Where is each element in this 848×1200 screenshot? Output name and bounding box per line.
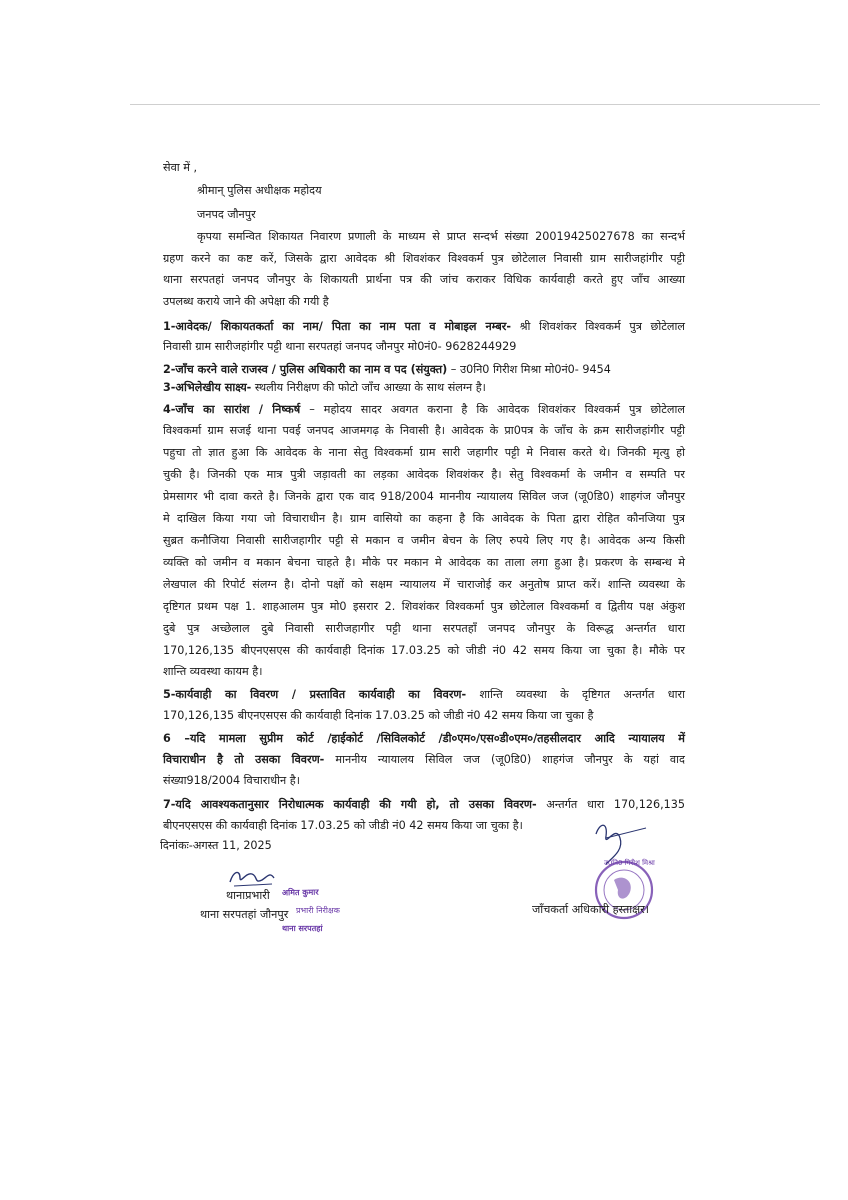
item7-value-line2: बीएनएसएस की कार्यवाही दिनांक 17.03.25 को जीडी नं0 42 समय किया जा चुका है।: [163, 819, 523, 832]
left-signatory-line1: थानाप्रभारी: [226, 889, 270, 902]
item4-line1: [163, 402, 685, 418]
right-stamp-text: उ0नि0 गिरीश मिश्रा: [604, 859, 655, 867]
item1-label: 1-आवेदक/ शिकायतकर्ता का नाम/ पिता का नाम पता व मोबाइल नम्बर-: [163, 320, 511, 333]
item6-value: माननीय न्यायालय सिविल जज (जू0डि0) शाहगंज जौनपुर के यहां वाद: [324, 753, 685, 766]
item6-label: विचाराधीन है तो उसका विवरण-: [163, 753, 325, 766]
item4-label: 4-जाँच का सारांश / निष्कर्ष: [163, 403, 301, 416]
item7-label: 7-यदि आवश्यकतानुसार निरोधात्मक कार्यवाही की गयी हो, तो उसका विवरण-: [163, 798, 537, 811]
item4-line: प्रेमसागर भी दावा करते है। जिनके द्वारा एक वाद 918/2004 माननीय न्यायालय सिविल जज (जू0डि0) शाहगंज जौनपुर: [163, 490, 685, 503]
item7-value: अन्तर्गत धारा 170,126,135: [536, 798, 686, 811]
item2-label: 2-जाँच करने वाले राजस्व / पुलिस अधिकारी का नाम व पद (संयुक्त): [163, 363, 448, 376]
item5-line1: [163, 687, 685, 703]
intro-line: थाना सरपतहां जनपद जौनपुर के शिकायती प्रार्थना पत्र की जांच कराकर विधिक कार्यवाही करते हुए जाँच आख्या: [163, 273, 685, 286]
item5-value: शान्ति व्यवस्था के दृष्टिगत अन्तर्गत धारा: [466, 688, 685, 701]
item4-line: दृष्टिगत प्रथम पक्ष 1. शाहआलम पुत्र मो0 इसरार 2. शिवशंकर विश्वकर्मा पुत्र छोटेलाल विश्वकर्मा व द्वितीय पक्ष अंकुश: [163, 600, 685, 613]
page-top-rule: [130, 104, 820, 105]
item1-value-line2: निवासी ग्राम सारीजहांगीर पट्टी थाना सरपतहां जनपद जौनपुर मो0नं0- 9628244929: [163, 340, 517, 353]
item5-value-line2: 170,126,135 बीएनएसएस की कार्यवाही दिनांक 17.03.25 को जीडी नं0 42 समय किया जा चुका है: [163, 709, 594, 722]
left-stamp-line: थाना सरपतहां: [282, 924, 323, 933]
intro-line: कृपया समन्वित शिकायत निवारण प्रणाली के माध्यम से प्राप्त सन्दर्भ संख्या 20019425027678 का सन्दर्भ: [197, 230, 685, 243]
item4-line: मे दाखिल किया गया जो विचाराधीन है। ग्राम वासियो का कहना है कि आवेदक के पिता द्वारा रोहित कौनजिया पुत्र: [163, 512, 685, 525]
item5-label: 5-कार्यवाही का विवरण / प्रस्तावित कार्यवाही का विवरण-: [163, 688, 467, 701]
item7-line1: [163, 797, 685, 813]
item1-line: [163, 319, 685, 335]
item4-line: लेखपाल की रिपोर्ट संलग्न है। दोनो पक्षों को सक्षम न्यायालय में चाराजोई कर अनुतोष प्राप्त करें। शान्ति व्यवस्था के: [163, 578, 685, 591]
recipient-title: श्रीमान् पुलिस अधीक्षक महोदय: [197, 184, 322, 197]
left-signature: [226, 866, 278, 890]
left-stamp-line: प्रभारी निरीक्षक: [296, 906, 340, 915]
item4-line: दुबे पुत्र अच्छेलाल दुबे निवासी सारीजहागीर पट्टी थाना सरपतहाँ जनपद जौनपुर के विरूद्ध अन्तर्गत धारा: [163, 622, 685, 635]
date-line: दिनांकः-अगस्त 11, 2025: [160, 839, 272, 852]
item4-line: शान्ति व्यवस्था कायम है।: [163, 665, 263, 678]
item4-line: सुब्रत कनौजिया निवासी सारीजहागीर पट्टी से मकान व जमीन बेचन के लिए रुपये लिए गए है। आवेदक अन्य किसी: [163, 534, 685, 547]
right-round-stamp: [576, 818, 696, 938]
item4-line: विश्वकर्मा ग्राम सजई थाना पवई जनपद आजमगढ़ के निवासी है। आवेदक के प्रा0पत्र के जाँच के क्रम सारीजहांगीर पट्टी: [163, 424, 685, 437]
item4-line: चुकी है। जिनकी एक मात्र पुत्री जड़ावती का लड़का आवेदक शिवशंकर है। सेतु विश्वकर्मा के जमीन व सम्पति पर: [163, 468, 685, 481]
right-signatory: जाँचकर्ता अधिकारी हस्ताक्षर।: [532, 903, 649, 916]
item4-value: – महोदय सादर अवगत कराना है कि आवेदक शिवशंकर विश्वकर्म पुत्र छोटेलाल: [300, 403, 685, 416]
salutation: सेवा में ,: [163, 161, 198, 174]
item2-line: [163, 362, 611, 378]
intro-line: उपलब्ध कराये जाने की अपेक्षा की गयी है: [163, 295, 329, 308]
item6-line2: [163, 752, 685, 768]
item4-line: व्यक्ति को जमीन व मकान बेचना चाहते है। मौके पर मकान मे आवेदक का ताला लगा हुआ है। प्रकरण के सम्बन्ध मे: [163, 556, 685, 569]
recipient-district: जनपद जौनपुर: [197, 208, 256, 221]
item3-label: 3-अभिलेखीय साक्ष्य-: [163, 381, 252, 394]
left-signatory-line2: थाना सरपतहां जौनपुर: [200, 908, 289, 921]
item6-label-line1: 6 –यदि मामला सुप्रीम कोर्ट /हाईकोर्ट /सिविलकोर्ट /डी०एम०/एस०डी०एम०/तहसीलदार आदि न्यायालय में: [163, 732, 685, 745]
left-stamp-line: अमित कुमार: [281, 887, 319, 898]
intro-line: ग्रहण करने का कष्ट करें, जिसके द्वारा आवेदक श्री शिवशंकर विश्वकर्म पुत्र छोटेलाल निवासी ग्राम सारीजहांगीर पट्टी: [163, 252, 685, 265]
item3-value: स्थलीय निरीक्षण की फोटो जाँच आख्या के साथ संलग्न है।: [251, 381, 486, 394]
item2-value: – उ0नि0 गिरीश मिश्रा मो0नं0- 9454: [447, 363, 611, 376]
item1-value: श्री शिवशंकर विश्वकर्म पुत्र छोटेलाल: [510, 320, 685, 333]
item4-line: 170,126,135 बीएनएसएस की कार्यवाही दिनांक 17.03.25 को जीडी नं0 42 समय किया जा चुका है। मौके पर: [163, 644, 685, 657]
item6-value-line3: संख्या918/2004 विचाराधीन है।: [163, 774, 300, 787]
item3-line: [163, 380, 486, 396]
item4-line: पहुचा तो ज्ञात हुआ कि आवेदक के नाना सेतु विश्वकर्मा ग्राम सारी जहागीर पट्टी मे निवास करते थे। जिनकी मृत्यु हो: [163, 446, 685, 459]
